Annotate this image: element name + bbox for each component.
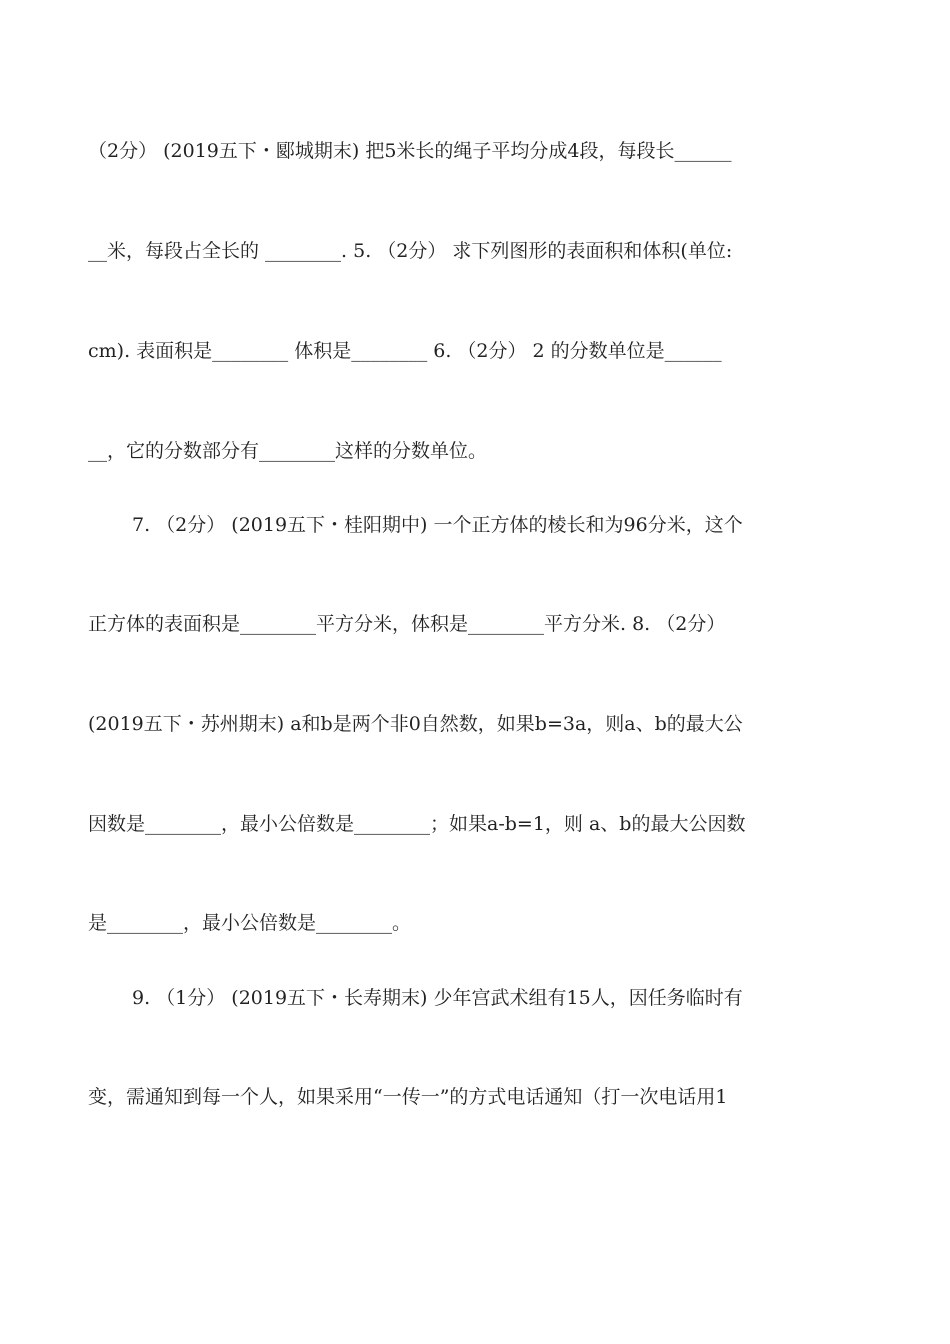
text-line-9: 是________，最小公倍数是________。 xyxy=(88,912,412,934)
text-line-1: （2分） (2019五下・郾城期末) 把5米长的绳子平均分成4段，每段长______ xyxy=(88,140,732,162)
text-line-11: 变，需通知到每一个人，如果采用“一传一”的方式电话通知（打一次电话用1 xyxy=(88,1086,728,1108)
question-7-line-1: 7. （2分） (2019五下・桂阳期中) 一个正方体的棱长和为96分米，这个 xyxy=(132,514,743,536)
text-line-8: 因数是________，最小公倍数是________；如果a-b=1，则 a、b的最大公因数 xyxy=(88,813,746,835)
text-line-2: __米，每段占全长的 ________. 5. （2分） 求下列图形的表面积和体积(单位: xyxy=(88,240,733,262)
text-line-6: 正方体的表面积是________平方分米，体积是________平方分米. 8. （2分） xyxy=(88,613,726,635)
text-line-3: cm). 表面积是________ 体积是________ 6. （2分） 2 的分数单位是______ xyxy=(88,340,722,362)
text-line-7: (2019五下・苏州期末) a和b是两个非0自然数，如果b=3a，则a、b的最大公 xyxy=(88,713,743,735)
question-9-line-1: 9. （1分） (2019五下・长寿期末) 少年宫武术组有15人，因任务临时有 xyxy=(132,987,743,1009)
text-line-4: __，它的分数部分有________这样的分数单位。 xyxy=(88,440,488,462)
